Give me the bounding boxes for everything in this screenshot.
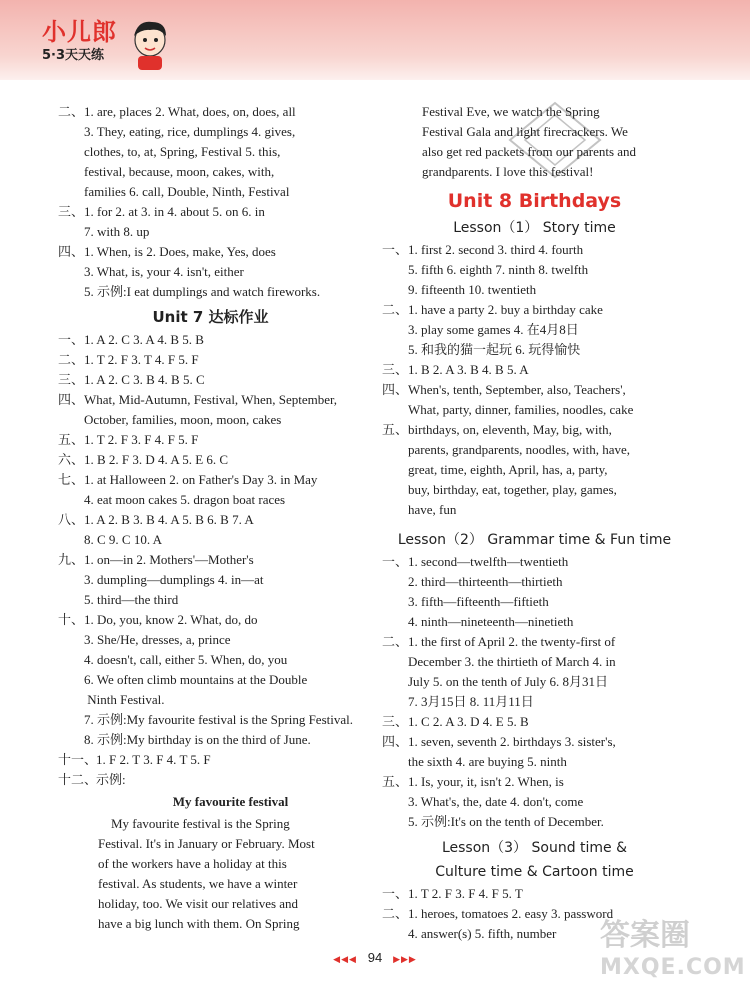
section-label: 三、	[382, 362, 409, 377]
answer-text: 5. 和我的猫一起玩 6. 玩得愉快	[408, 342, 581, 357]
right-column	[382, 102, 687, 944]
logo-subtitle: 5·3天天练	[42, 48, 105, 63]
essay-continuation	[382, 102, 687, 182]
answer-text: 4. answer(s) 5. fifth, number	[408, 926, 557, 941]
answer-line	[58, 650, 363, 670]
answer-text: 1. seven, seventh 2. birthdays 3. sister's,	[408, 734, 616, 749]
answer-text: 1. When, is 2. Does, make, Yes, does	[84, 244, 276, 259]
next-arrows-icon: ▶▶▶	[393, 954, 417, 964]
essay-title: My favourite festival	[172, 794, 289, 809]
answer-text: the sixth 4. are buying 5. ninth	[408, 754, 567, 769]
answer-line	[58, 282, 363, 302]
answer-line	[382, 812, 687, 832]
answer-text: 5. 示例:It's on the tenth of December.	[408, 814, 604, 829]
answer-text: Ninth Festival.	[84, 692, 165, 707]
answer-line	[382, 460, 687, 480]
brand-logo	[42, 18, 117, 64]
answer-line	[58, 242, 363, 262]
mascot-boy-icon	[128, 16, 172, 72]
answer-text: 3. dumpling—dumplings 4. in—at	[84, 572, 264, 587]
answer-line	[382, 592, 687, 612]
section-label: 三、	[382, 714, 409, 729]
answer-line	[58, 530, 363, 550]
answer-line	[382, 632, 687, 652]
answer-line	[382, 260, 687, 280]
answer-line	[58, 162, 363, 182]
answer-text: 9. fifteenth 10. twentieth	[408, 282, 537, 297]
essay-line: of the workers have a holiday at this	[98, 856, 287, 871]
answer-line	[58, 750, 363, 770]
unit7-heading: Unit 7 达标作业	[152, 308, 269, 326]
essay-line: Festival Gala and light firecrackers. We	[422, 124, 628, 139]
section-label: 四、	[382, 734, 409, 749]
answer-text: 1. C 2. A 3. D 4. E 5. B	[408, 714, 529, 729]
answer-text: July 5. on the tenth of July 6. 8月31日	[408, 674, 609, 689]
answer-line	[382, 320, 687, 340]
essay-line: Festival Eve, we watch the Spring	[422, 104, 600, 119]
answer-text: 5. 示例:I eat dumplings and watch fireworks.	[84, 284, 321, 299]
section-label: 二、	[58, 104, 85, 119]
answer-line	[58, 590, 363, 610]
section-label: 四、	[58, 244, 85, 259]
section-label: 一、	[382, 886, 409, 901]
essay-line: also get red packets from our parents and	[422, 144, 637, 159]
answer-line	[58, 222, 363, 242]
section-label: 一、	[58, 332, 85, 347]
answer-line	[58, 450, 363, 470]
watermark	[600, 920, 746, 984]
answer-text: 4. eat moon cakes 5. dragon boat races	[84, 492, 286, 507]
answer-text: 5. third—the third	[84, 592, 179, 607]
answer-line	[382, 240, 687, 260]
answer-line	[58, 630, 363, 650]
answer-text: 3. She/He, dresses, a, prince	[84, 632, 231, 647]
answer-line	[382, 360, 687, 380]
watermark-main: 答案圈	[600, 918, 690, 953]
answer-text: have, fun	[408, 502, 457, 517]
answer-line	[58, 202, 363, 222]
section-label: 十、	[58, 612, 85, 627]
answer-text: 2. third—thirteenth—thirtieth	[408, 574, 563, 589]
answer-text: families 6. call, Double, Ninth, Festival	[84, 184, 290, 199]
answer-text: 3. play some games 4. 在4月8日	[408, 322, 579, 337]
section-label: 十二、	[58, 772, 98, 787]
answer-text: birthdays, on, eleventh, May, big, with,	[408, 422, 612, 437]
essay-line: festival. As students, we have a winter	[98, 876, 298, 891]
answer-line	[382, 752, 687, 772]
answer-line	[382, 732, 687, 752]
lesson2-heading: Lesson（2） Grammar time & Fun time	[397, 532, 672, 548]
answer-text: 示例:	[96, 772, 126, 787]
answer-text: 4. ninth—nineteenth—ninetieth	[408, 614, 574, 629]
essay-line: holiday, too. We visit our relatives and	[98, 896, 299, 911]
answer-line	[382, 884, 687, 904]
answer-line	[382, 792, 687, 812]
answer-line	[58, 490, 363, 510]
answer-line	[382, 712, 687, 732]
answer-text: parents, grandparents, noodles, with, have,	[408, 442, 631, 457]
answer-line	[58, 670, 363, 690]
left-column	[58, 102, 363, 934]
prev-arrows-icon: ◀◀◀	[333, 954, 357, 964]
answer-text: 1. B 2. A 3. B 4. B 5. A	[408, 362, 529, 377]
answer-line	[382, 380, 687, 400]
lesson3-heading-line2: Culture time & Cartoon time	[435, 864, 634, 880]
answer-line	[58, 350, 363, 370]
answer-line	[382, 500, 687, 520]
answer-line	[58, 770, 363, 790]
essay-line: Festival. It's in January or February. Most	[98, 836, 315, 851]
answer-text: 1. heroes, tomatoes 2. easy 3. password	[408, 906, 614, 921]
answer-line	[58, 550, 363, 570]
answer-text: 8. 示例:My birthday is on the third of June.	[84, 732, 311, 747]
answer-line	[382, 400, 687, 420]
answer-line	[58, 430, 363, 450]
answer-line	[58, 102, 363, 122]
answer-line	[58, 510, 363, 530]
answer-text: 1. Do, you, know 2. What, do, do	[84, 612, 258, 627]
section-label: 六、	[58, 452, 85, 467]
answer-text: 1. first 2. second 3. third 4. fourth	[408, 242, 584, 257]
answer-line	[58, 690, 363, 710]
answer-line	[382, 572, 687, 592]
lesson3-heading-line1: Lesson（3） Sound time &	[441, 840, 628, 856]
section-label: 五、	[58, 432, 85, 447]
essay-line: My favourite festival is the Spring	[98, 816, 290, 831]
section-label: 八、	[58, 512, 85, 527]
section-label: 一、	[382, 554, 409, 569]
answer-line	[58, 182, 363, 202]
answer-line	[58, 142, 363, 162]
answer-line	[58, 330, 363, 350]
answer-line	[58, 610, 363, 630]
answer-line	[58, 390, 363, 410]
answer-text: 1. A 2. C 3. B 4. B 5. C	[84, 372, 205, 387]
answer-line	[58, 410, 363, 430]
section-label: 二、	[58, 352, 85, 367]
lesson1-heading: Lesson（1） Story time	[453, 220, 616, 236]
answer-text: 1. the first of April 2. the twenty-first of	[408, 634, 616, 649]
section-label: 三、	[58, 204, 85, 219]
essay-paragraph	[58, 814, 363, 934]
answer-text: 5. fifth 6. eighth 7. ninth 8. twelfth	[408, 262, 589, 277]
answer-line	[382, 480, 687, 500]
answer-text: buy, birthday, eat, together, play, games,	[408, 482, 617, 497]
section-label: 五、	[382, 774, 409, 789]
section-label: 十一、	[58, 752, 98, 767]
answer-line	[382, 672, 687, 692]
answer-text: 3. They, eating, rice, dumplings 4. gives,	[84, 124, 296, 139]
section-label: 二、	[382, 906, 409, 921]
answer-text: When's, tenth, September, also, Teachers',	[408, 382, 626, 397]
answer-text: 3. What, is, your 4. isn't, either	[84, 264, 244, 279]
section-label: 九、	[58, 552, 85, 567]
answer-text: What, Mid-Autumn, Festival, When, September,	[84, 392, 338, 407]
answer-line	[382, 280, 687, 300]
answer-text: 1. A 2. C 3. A 4. B 5. B	[84, 332, 204, 347]
answer-line	[382, 340, 687, 360]
answer-text: 3. What's, the, date 4. don't, come	[408, 794, 584, 809]
section-label: 七、	[58, 472, 85, 487]
answer-line	[382, 420, 687, 440]
answer-line	[382, 300, 687, 320]
section-label: 一、	[382, 242, 409, 257]
answer-text: October, families, moon, moon, cakes	[84, 412, 282, 427]
essay-line: grandparents. I love this festival!	[422, 164, 594, 179]
section-label: 二、	[382, 634, 409, 649]
answer-text: 8. C 9. C 10. A	[84, 532, 163, 547]
answer-line	[58, 730, 363, 750]
answer-text: 1. B 2. F 3. D 4. A 5. E 6. C	[84, 452, 229, 467]
answer-line	[382, 652, 687, 672]
answer-text: 1. A 2. B 3. B 4. A 5. B 6. B 7. A	[84, 512, 254, 527]
answer-text: 1. have a party 2. buy a birthday cake	[408, 302, 603, 317]
answer-text: festival, because, moon, cakes, with,	[84, 164, 275, 179]
answer-line	[382, 692, 687, 712]
answer-text: 1. T 2. F 3. T 4. F 5. F	[84, 352, 199, 367]
page-number: 94	[367, 950, 383, 965]
answer-line	[58, 122, 363, 142]
logo-title: 小儿郎	[42, 18, 117, 46]
answer-line	[382, 552, 687, 572]
answer-text: 3. fifth—fifteenth—fiftieth	[408, 594, 549, 609]
answer-text: 1. F 2. T 3. F 4. T 5. F	[96, 752, 211, 767]
unit8-heading: Unit 8 Birthdays	[447, 190, 622, 212]
section-label: 五、	[382, 422, 409, 437]
answer-text: great, time, eighth, April, has, a, party,	[408, 462, 608, 477]
answer-line	[58, 262, 363, 282]
answer-text: 1. at Halloween 2. on Father's Day 3. in May	[84, 472, 318, 487]
answer-text: 1. for 2. at 3. in 4. about 5. on 6. in	[84, 204, 265, 219]
answer-text: 7. with 8. up	[84, 224, 150, 239]
essay-line: have a big lunch with them. On Spring	[98, 916, 300, 931]
answer-line	[58, 370, 363, 390]
watermark-sub: MXQE.COM	[600, 955, 746, 980]
section-label: 三、	[58, 372, 85, 387]
answer-line	[58, 710, 363, 730]
answer-text: 6. We often climb mountains at the Double	[84, 672, 308, 687]
answer-text: 7. 3月15日 8. 11月11日	[408, 694, 534, 709]
answer-text: 1. second—twelfth—twentieth	[408, 554, 569, 569]
answer-text: 1. T 2. F 3. F 4. F 5. T	[408, 886, 523, 901]
answer-text: December 3. the thirtieth of March 4. in	[408, 654, 616, 669]
answer-text: 1. T 2. F 3. F 4. F 5. F	[84, 432, 199, 447]
section-label: 四、	[382, 382, 409, 397]
answer-text: 7. 示例:My favourite festival is the Spring Festival.	[84, 712, 353, 727]
section-label: 二、	[382, 302, 409, 317]
section-label: 四、	[58, 392, 85, 407]
answer-line	[382, 440, 687, 460]
answer-text: What, party, dinner, families, noodles, cake	[408, 402, 634, 417]
answer-text: 1. Is, your, it, isn't 2. When, is	[408, 774, 564, 789]
answer-text: clothes, to, at, Spring, Festival 5. this,	[84, 144, 281, 159]
answer-text: 4. doesn't, call, either 5. When, do, you	[84, 652, 288, 667]
answer-line	[58, 570, 363, 590]
answer-text: 1. are, places 2. What, does, on, does, all	[84, 104, 296, 119]
answer-text: 1. on—in 2. Mothers'—Mother's	[84, 552, 254, 567]
answer-line	[382, 612, 687, 632]
answer-line	[382, 772, 687, 792]
answer-line	[58, 470, 363, 490]
